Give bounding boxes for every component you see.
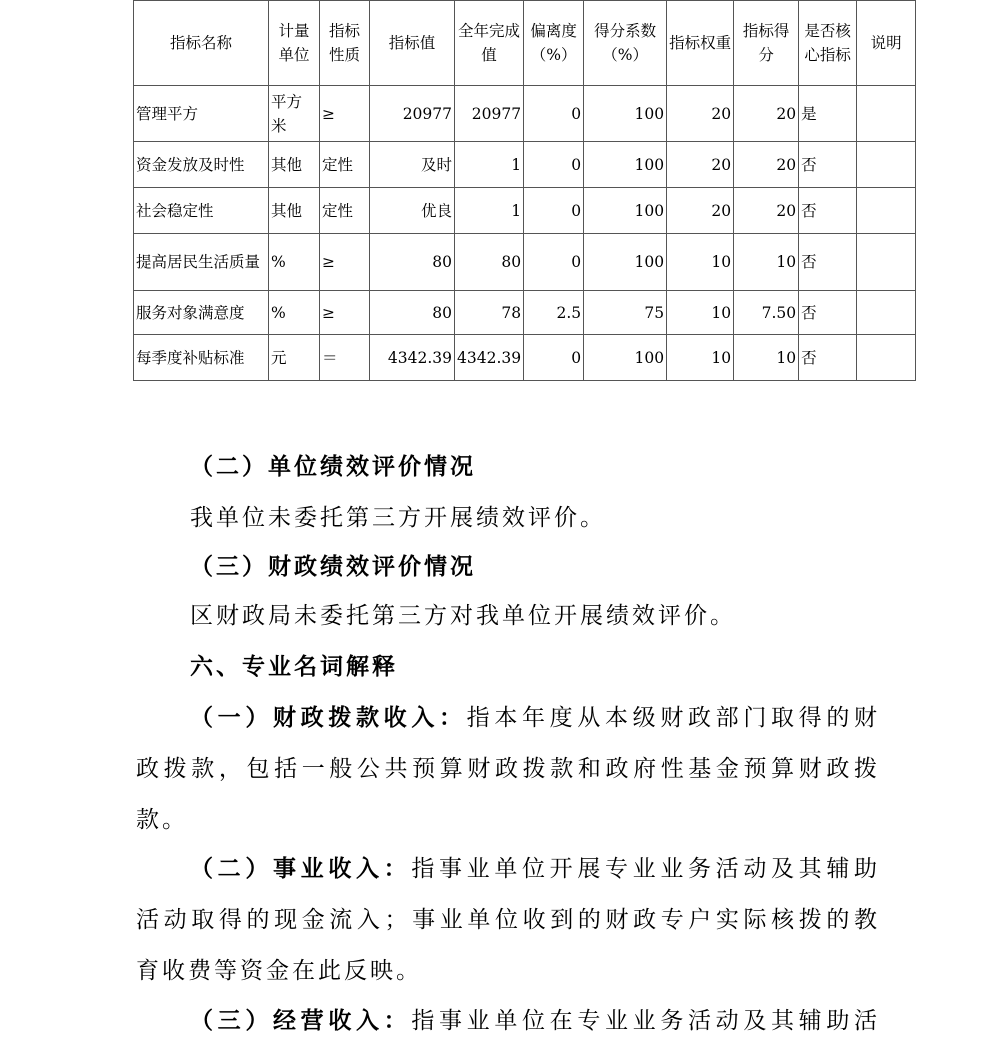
table-cell: 否 (799, 291, 857, 335)
table-cell: 4342.39 (370, 335, 455, 381)
table-cell: 20 (734, 142, 799, 188)
table-cell (857, 291, 916, 335)
table-cell: 定性 (320, 142, 370, 188)
term-text: 指本年度从本级财政部门取得的财 (466, 705, 881, 731)
table-cell: 80 (370, 291, 455, 335)
section-heading-finance-evaluation: （三）财政绩效评价情况 (190, 553, 476, 580)
column-header: 指标值 (370, 1, 455, 86)
table-cell: 及时 (370, 142, 455, 188)
table-cell: 其他 (269, 188, 320, 234)
table-cell: 100 (584, 142, 667, 188)
table-cell: 元 (269, 335, 320, 381)
table-cell: 100 (584, 86, 667, 142)
table-cell: 20 (667, 188, 734, 234)
term-text-line: 育收费等资金在此反映。 (136, 958, 422, 984)
table-cell: 20977 (455, 86, 524, 142)
table-cell: 定性 (320, 188, 370, 234)
paragraph-unit-evaluation: 我单位未委托第三方开展绩效评价。 (190, 505, 606, 531)
column-header: 计量单位 (269, 1, 320, 86)
table-row (134, 234, 916, 291)
table-row (134, 188, 916, 234)
term-business-income (190, 850, 880, 883)
table-cell: 20977 (370, 86, 455, 142)
table-cell: 10 (667, 335, 734, 381)
term-operating-income (190, 1002, 880, 1035)
table-cell: 提高居民生活质量 (134, 234, 269, 291)
table-cell: 0 (524, 234, 584, 291)
table-cell: 1 (455, 188, 524, 234)
table-cell: 0 (524, 188, 584, 234)
table-cell: 资金发放及时性 (134, 142, 269, 188)
table-cell: 78 (455, 291, 524, 335)
table-cell: % (269, 291, 320, 335)
term-text: 指事业单位开展专业业务活动及其辅助 (411, 856, 881, 882)
table-cell: 10 (734, 335, 799, 381)
column-header: 说明 (857, 1, 916, 86)
table-cell: 10 (734, 234, 799, 291)
column-header: 是否核心指标 (799, 1, 857, 86)
table-cell: ≥ (320, 291, 370, 335)
column-header: 指标名称 (134, 1, 269, 86)
table-cell: 0 (524, 335, 584, 381)
table-cell (857, 335, 916, 381)
column-header: 指标得分 (734, 1, 799, 86)
table-cell: 平方米 (269, 86, 320, 142)
table-cell: 0 (524, 86, 584, 142)
table-cell: 社会稳定性 (134, 188, 269, 234)
table-cell: 100 (584, 188, 667, 234)
table-cell: 否 (799, 188, 857, 234)
term-title: （一）财政拨款收入： (190, 704, 467, 731)
table-cell: 0 (524, 142, 584, 188)
table-cell: 优良 (370, 188, 455, 234)
table-cell (857, 234, 916, 291)
term-title: （二）事业收入： (190, 855, 412, 882)
table-row (134, 335, 916, 381)
section-heading-unit-evaluation: （二）单位绩效评价情况 (190, 453, 476, 480)
table-cell (857, 142, 916, 188)
section-heading-glossary: 六、专业名词解释 (190, 653, 398, 680)
table-cell: ＝ (320, 335, 370, 381)
table-cell: 其他 (269, 142, 320, 188)
performance-indicator-table (133, 0, 916, 381)
table-cell: 80 (370, 234, 455, 291)
table-cell: 10 (667, 234, 734, 291)
table-cell: 7.50 (734, 291, 799, 335)
term-text-line: 款。 (136, 807, 188, 833)
table-cell: 每季度补贴标准 (134, 335, 269, 381)
term-fiscal-appropriation (190, 699, 880, 732)
table-cell: 服务对象满意度 (134, 291, 269, 335)
table-cell: ≥ (320, 86, 370, 142)
table-cell: 否 (799, 142, 857, 188)
table-cell: 管理平方 (134, 86, 269, 142)
table-cell: 10 (667, 291, 734, 335)
table-cell: 75 (584, 291, 667, 335)
table-cell (857, 86, 916, 142)
table-row (134, 86, 916, 142)
table-cell: 否 (799, 335, 857, 381)
column-header: 得分系数（%） (584, 1, 667, 86)
column-header: 指标权重 (667, 1, 734, 86)
term-text: 指事业单位在专业业务活动及其辅助活 (411, 1008, 881, 1034)
table-cell: 4342.39 (455, 335, 524, 381)
table-cell: 20 (734, 86, 799, 142)
paragraph-finance-evaluation: 区财政局未委托第三方对我单位开展绩效评价。 (190, 603, 736, 629)
table-cell: 20 (734, 188, 799, 234)
table-cell: 2.5 (524, 291, 584, 335)
table-cell: 100 (584, 335, 667, 381)
table-cell: 80 (455, 234, 524, 291)
term-title: （三）经营收入： (190, 1007, 412, 1034)
term-text-line: 政拨款，包括一般公共预算财政拨款和政府性基金预算财政拨 (136, 756, 880, 782)
table-cell: 否 (799, 234, 857, 291)
table-row (134, 142, 916, 188)
term-text-line: 活动取得的现金流入；事业单位收到的财政专户实际核拨的教 (136, 907, 880, 933)
table-cell: % (269, 234, 320, 291)
column-header: 偏离度（%） (524, 1, 584, 86)
table-cell (857, 188, 916, 234)
table-cell: 20 (667, 142, 734, 188)
table-cell: 100 (584, 234, 667, 291)
column-header: 指标性质 (320, 1, 370, 86)
table-cell: 1 (455, 142, 524, 188)
table-cell: 是 (799, 86, 857, 142)
table-row (134, 291, 916, 335)
table-cell: ≥ (320, 234, 370, 291)
table-cell: 20 (667, 86, 734, 142)
column-header: 全年完成值 (455, 1, 524, 86)
